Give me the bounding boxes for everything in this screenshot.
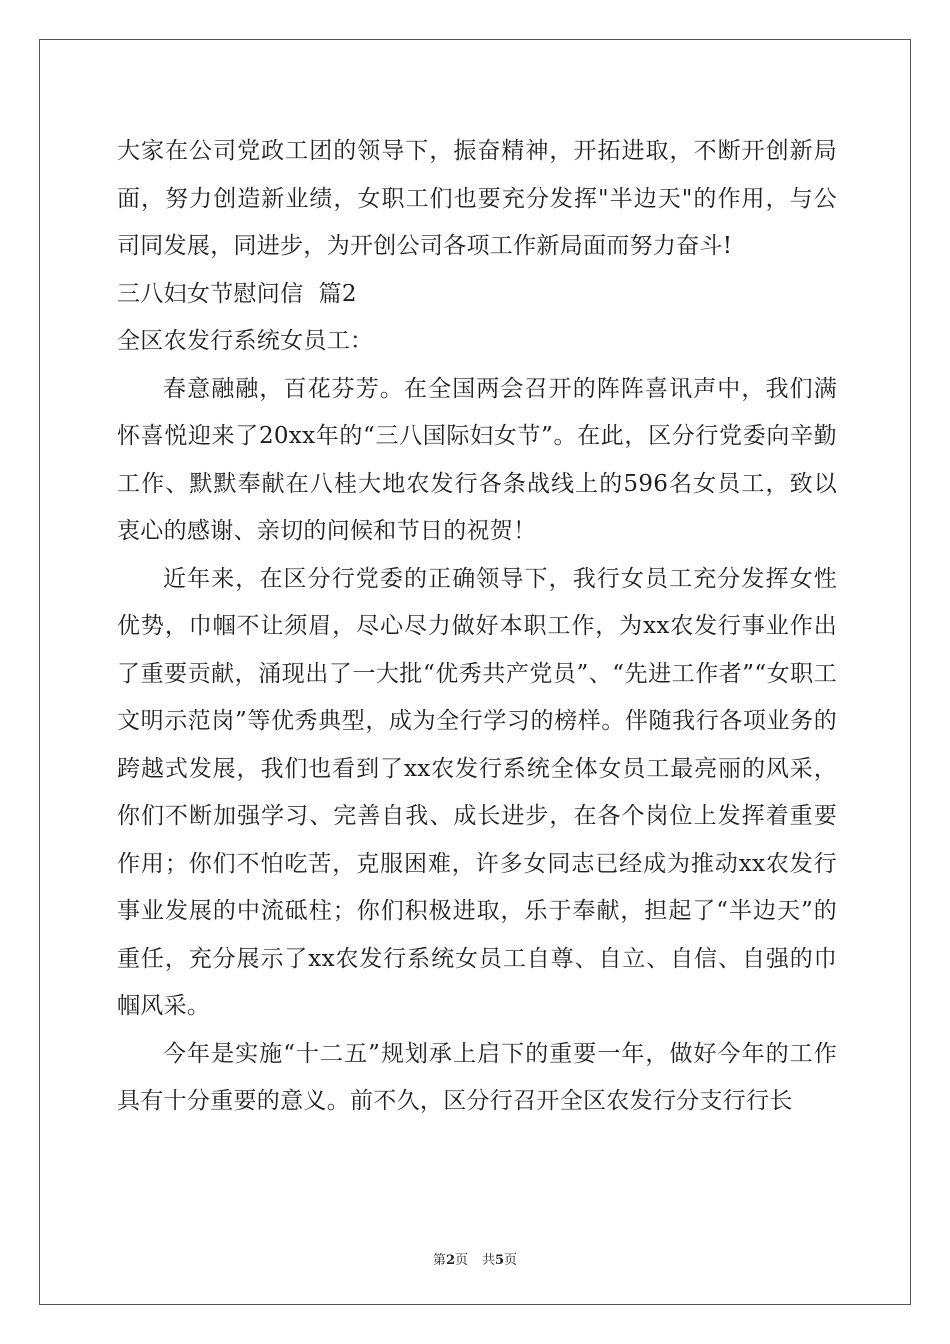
page-footer	[0, 1249, 950, 1268]
total-prefix: 共	[482, 1253, 496, 1268]
paragraph: 大家在公司党政工团的领导下，振奋精神，开拓进取，不断开创新局面，努力创造新业绩，女职工们也要充分发挥"半边天"的作用，与公司同发展，同进步，为开创公司各项工作新局面而努力奋斗!	[117, 138, 837, 259]
current-page-number: 2	[445, 1253, 455, 1268]
document-body	[117, 128, 837, 1126]
section-heading: 三八妇女节慰问信 篇2	[117, 280, 357, 307]
paragraph: 今年是实施“十二五”规划承上启下的重要一年，做好今年的工作具有十分重要的意义。前不久，区分行召开全区农发行分支行行长	[117, 1040, 837, 1114]
paragraph: 春意融融，百花芬芳。在全国两会召开的阵阵喜讯声中，我们满怀喜悦迎来了20xx年的“三八国际妇女节”。在此，区分行党委向辛勤工作、默默奉献在八桂大地农发行各条战线上的596名女员工，致以衷心的感谢、亲切的问候和节日的祝贺！	[117, 375, 837, 544]
total-page-number: 5	[495, 1253, 505, 1268]
page-label: 页	[454, 1253, 468, 1268]
page-prefix: 第	[432, 1253, 446, 1268]
total-suffix: 页	[504, 1253, 518, 1268]
paragraph: 近年来，在区分行党委的正确领导下，我行女员工充分发挥女性优势，巾帼不让须眉，尽心尽力做好本职工作，为xx农发行事业作出了重要贡献，涌现出了一大批“优秀共产党员”、“先进工作者”“女职工文明示范岗”等优秀典型，成为全行学习的榜样。伴随我行各项业务的跨越式发展，我们也看到了xx农发行系统全体女员工最亮丽的风采，你们不断加强学习、完善自我、成长进步，在各个岗位上发挥着重要作用；你们不怕吃苦，克服困难，许多女同志已经成为推动xx农发行事业发展的中流砥柱；你们积极进取，乐于奉献，担起了“半边天”的重任，充分展示了xx农发行系统女员工自尊、自立、自信、自强的巾帼风采。	[117, 565, 837, 1019]
salutation: 全区农发行系统女员工：	[117, 328, 374, 354]
